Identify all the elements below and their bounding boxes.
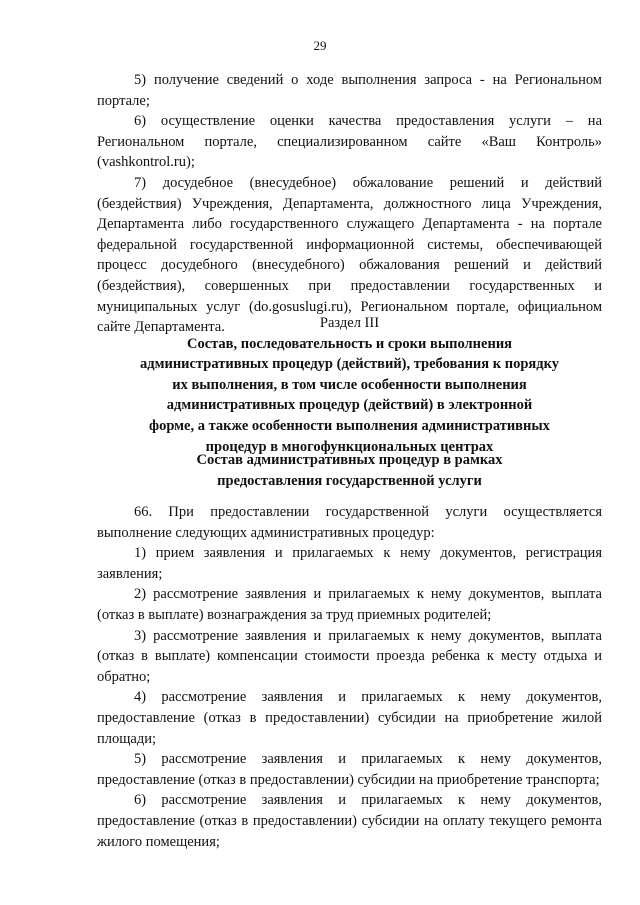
section-title-line: административных процедур (действий) в электронной: [166, 397, 533, 414]
procedures-block: [97, 502, 602, 852]
subsection-heading: [97, 450, 602, 491]
section-title-line: административных процедур (действий), требования к порядку: [140, 356, 559, 373]
section-title-line: процедур в многофункциональных центрах: [205, 438, 494, 455]
procedure-item-4: 4) рассмотрение заявления и прилагаемых к нему документов, предоставление (отказ в предоставлении) субсидии на приобретение жилой площади;: [97, 689, 602, 747]
procedure-item-3: 3) рассмотрение заявления и прилагаемых к нему документов, выплата (отказ в выплате) компенсации стоимости проезда ребенка к месту отдыха и обратно;: [97, 627, 602, 685]
list-item-5: 5) получение сведений о ходе выполнения запроса - на Региональном портале;: [97, 72, 602, 109]
subsection-title-line: Состав административных процедур в рамках: [196, 452, 503, 468]
procedure-item-1: 1) прием заявления и прилагаемых к нему документов, регистрация заявления;: [97, 545, 602, 582]
page-number: 29: [313, 38, 327, 53]
section-title-line: Состав, последовательность и сроки выполнения: [186, 335, 513, 352]
section-title-line: их выполнения, в том числе особенности выполнения: [172, 376, 527, 393]
procedure-item-2: 2) рассмотрение заявления и прилагаемых к нему документов, выплата (отказ в выплате) вознаграждения за труд приемных родителей;: [97, 586, 602, 623]
procedure-item-6: 6) рассмотрение заявления и прилагаемых к нему документов, предоставление (отказ в предоставлении) субсидии на оплату текущего ремонта жилого помещения;: [97, 792, 602, 850]
section-label: Раздел III: [319, 315, 380, 331]
section-title-line: форме, а также особенности выполнения административных: [149, 417, 550, 434]
procedure-item-5: 5) рассмотрение заявления и прилагаемых к нему документов, предоставление (отказ в предоставлении) субсидии на приобретение транспорта;: [97, 751, 602, 788]
list-item-7: 7) досудебное (внесудебное) обжалование решений и действий (бездействия) Учреждения, Департамента, должностного лица Учреждения, Департамента либо государственного служащего Департамента - на портале федеральной государственной информационной системы, обеспечивающей процесс досудебного (внесудебного) обжалования решений и действий (бездействия), совершенных при предоставлении государственных и муниципальных услуг (do.gosuslugi.ru), Региональном портале, официальном сайте Департамента.: [97, 174, 602, 336]
subsection-title-line: предоставления государственной услуги: [217, 472, 482, 489]
top-items-block: [97, 70, 602, 338]
list-item-6: 6) осуществление оценки качества предоставления услуги – на Региональном портале, специализированном сайте «Ваш Контроль» (vashkontrol.ru);: [97, 113, 602, 171]
paragraph-66: 66. При предоставлении государственной услуги осуществляется выполнение следующих административных процедур:: [97, 504, 602, 541]
section-heading: [97, 313, 602, 457]
